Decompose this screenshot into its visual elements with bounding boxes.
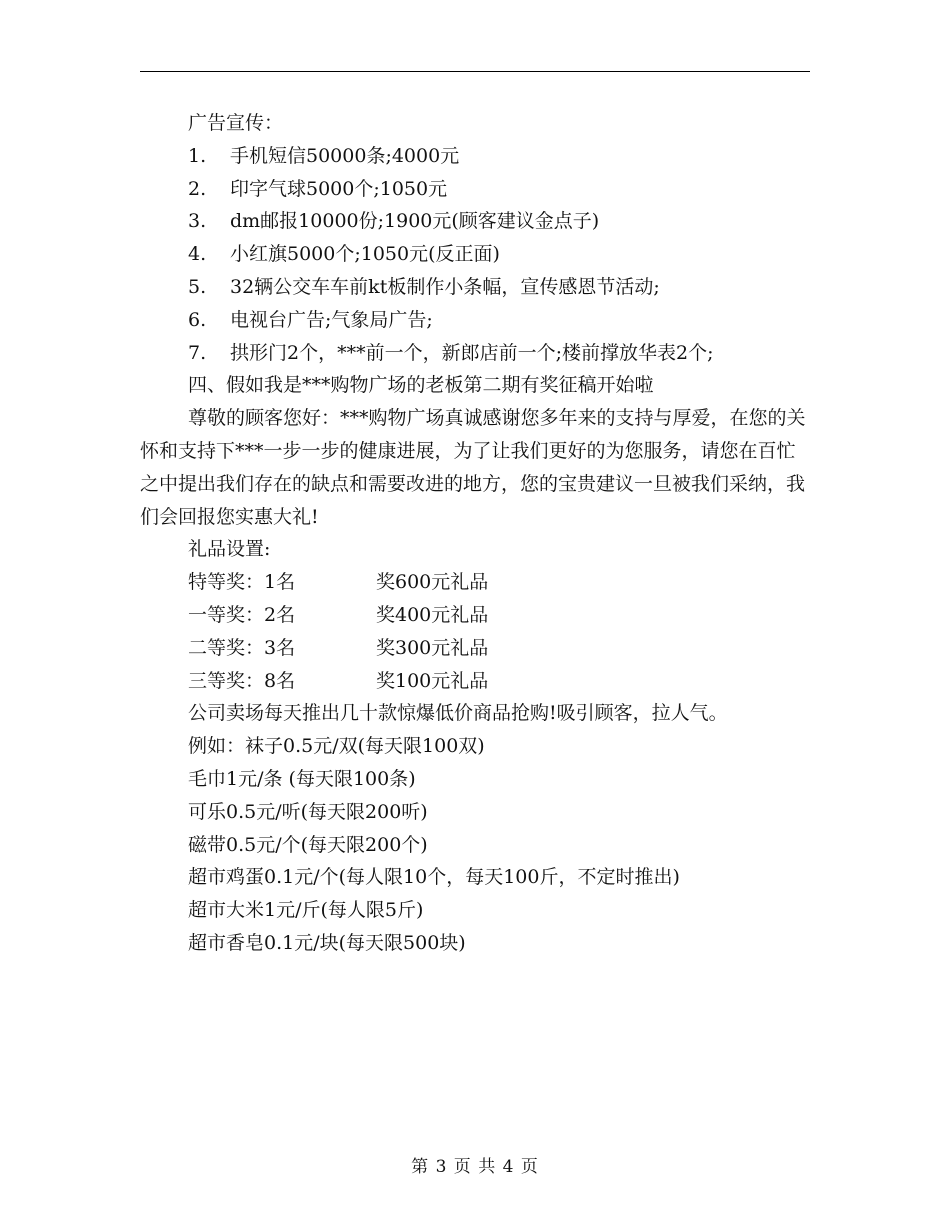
prize-level: 二等奖：3名 [188, 636, 296, 659]
promotion-item: 可乐0.5元/听(每天限200听) [188, 800, 428, 823]
ad-item [140, 238, 810, 271]
ad-item-text: 电视台广告;气象局广告; [230, 308, 433, 331]
ad-item-number: 6. [188, 308, 207, 331]
ad-item-number: 1. [188, 144, 207, 167]
ad-item-number: 4. [188, 243, 207, 266]
promotion-intro: 公司卖场每天推出几十款惊爆低价商品抢购!吸引顾客，拉人气。 [188, 702, 728, 725]
ad-item-text: 小红旗5000个;1050元(反正面) [230, 243, 500, 266]
ad-item-number: 3. [188, 210, 207, 233]
ad-item-text: 32辆公交车车前kt板制作小条幅，宣传感恩节活动; [230, 275, 660, 298]
page-number-footer: 第 3 页 共 4 页 [411, 1157, 539, 1177]
prize-row [140, 599, 810, 632]
ad-item [140, 140, 810, 173]
ad-item-text: dm邮报10000份;1900元(顾客建议金点子) [230, 210, 600, 233]
ad-item-number: 5. [188, 275, 207, 298]
section-title: 四、假如我是***购物广场的老板第二期有奖征稿开始啦 [188, 374, 654, 397]
ad-item [140, 205, 810, 238]
promotion-item: 超市香皂0.1元/块(每天限500块) [188, 931, 466, 954]
ad-item-text: 拱形门2个，***前一个，新郎店前一个;楼前撑放华表2个; [230, 341, 714, 364]
prize-reward: 奖100元礼品 [376, 669, 489, 692]
ad-item [140, 337, 810, 370]
prize-level: 一等奖：2名 [188, 603, 296, 626]
ad-item-number: 7. [188, 341, 207, 364]
letter-paragraph: 尊敬的顾客您好：***购物广场真诚感谢您多年来的支持与厚爱，在您的关怀和支持下***一步一步的健康进展，为了让我们更好的为您服务，请您在百忙之中提出我们存在的缺点和需要改进的地方，您的宝贵建议一旦被我们采纳，我们会回报您实惠大礼! [140, 407, 806, 528]
ad-item-text: 印字气球5000个;1050元 [230, 177, 448, 200]
prize-reward: 奖300元礼品 [376, 636, 489, 659]
prize-row [140, 665, 810, 698]
ad-item-number: 2. [188, 177, 207, 200]
ad-item [140, 304, 810, 337]
header-rule [140, 71, 810, 72]
ad-item [140, 271, 810, 304]
prize-row [140, 632, 810, 665]
prize-level: 特等奖：1名 [188, 571, 296, 594]
prize-reward: 奖400元礼品 [376, 603, 489, 626]
promotion-item: 超市鸡蛋0.1元/个(每人限10个，每天100斤，不定时推出) [188, 866, 680, 889]
ad-item [140, 173, 810, 206]
promotion-item: 毛巾1元/条 (每天限100条) [188, 767, 416, 790]
document-body [140, 107, 810, 960]
prize-row [140, 566, 810, 599]
promotion-item: 磁带0.5元/个(每天限200个) [188, 833, 428, 856]
prize-reward: 奖600元礼品 [376, 571, 489, 594]
promotion-item: 例如：袜子0.5元/双(每天限100双) [188, 735, 485, 758]
gifts-heading: 礼品设置: [188, 538, 271, 561]
advertising-heading: 广告宣传： [188, 112, 284, 134]
ad-item-text: 手机短信50000条;4000元 [230, 144, 460, 167]
promotion-item: 超市大米1元/斤(每人限5斤) [188, 899, 424, 922]
prize-level: 三等奖：8名 [188, 669, 296, 692]
